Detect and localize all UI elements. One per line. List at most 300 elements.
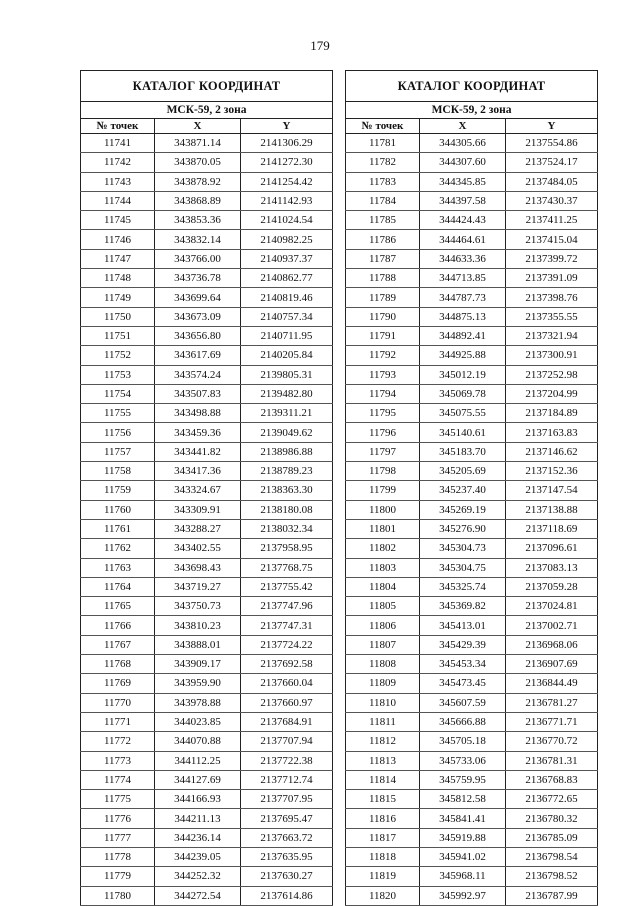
- x-coordinate-cell: 344925.88: [420, 346, 506, 365]
- table-row: [81, 770, 333, 789]
- x-coordinate-cell: 344464.61: [420, 230, 506, 249]
- y-coordinate-cell: 2140862.77: [241, 269, 333, 288]
- catalog-title: КАТАЛОГ КООРДИНАТ: [346, 71, 598, 102]
- x-coordinate-cell: 345012.19: [420, 365, 506, 384]
- point-number-cell: 11814: [346, 770, 420, 789]
- y-coordinate-cell: 2136770.72: [506, 732, 598, 751]
- x-coordinate-cell: 344305.66: [420, 134, 506, 153]
- table-row: [346, 616, 598, 635]
- x-coordinate-cell: 344236.14: [155, 828, 241, 847]
- table-row: [346, 269, 598, 288]
- x-coordinate-cell: 345759.95: [420, 770, 506, 789]
- y-coordinate-cell: 2136785.09: [506, 828, 598, 847]
- table-row: [81, 828, 333, 847]
- y-coordinate-cell: 2141272.30: [241, 153, 333, 172]
- point-number-cell: 11753: [81, 365, 155, 384]
- x-coordinate-cell: 344023.85: [155, 712, 241, 731]
- x-coordinate-cell: 345841.41: [420, 809, 506, 828]
- x-coordinate-cell: 344307.60: [420, 153, 506, 172]
- table-row: [81, 616, 333, 635]
- table-row: [81, 211, 333, 230]
- point-number-cell: 11807: [346, 635, 420, 654]
- point-number-cell: 11761: [81, 519, 155, 538]
- y-coordinate-cell: 2140757.34: [241, 307, 333, 326]
- x-coordinate-cell: 345429.39: [420, 635, 506, 654]
- x-coordinate-cell: 345968.11: [420, 867, 506, 886]
- point-number-cell: 11781: [346, 134, 420, 153]
- point-number-cell: 11769: [81, 674, 155, 693]
- table-body: [81, 134, 333, 906]
- column-header-point: № точек: [346, 119, 420, 134]
- table-row: [81, 423, 333, 442]
- y-coordinate-cell: 2136787.99: [506, 886, 598, 905]
- x-coordinate-cell: 345607.59: [420, 693, 506, 712]
- x-coordinate-cell: 343978.88: [155, 693, 241, 712]
- y-coordinate-cell: 2137430.37: [506, 191, 598, 210]
- x-coordinate-cell: 343871.14: [155, 134, 241, 153]
- y-coordinate-cell: 2136768.83: [506, 770, 598, 789]
- point-number-cell: 11808: [346, 655, 420, 674]
- point-number-cell: 11793: [346, 365, 420, 384]
- x-coordinate-cell: 343853.36: [155, 211, 241, 230]
- point-number-cell: 11767: [81, 635, 155, 654]
- y-coordinate-cell: 2141254.42: [241, 172, 333, 191]
- table-row: [346, 500, 598, 519]
- y-coordinate-cell: 2137152.36: [506, 462, 598, 481]
- point-number-cell: 11786: [346, 230, 420, 249]
- table-row: [81, 847, 333, 866]
- table-row: [346, 134, 598, 153]
- table-row: [81, 519, 333, 538]
- coordinate-system: МСК-59, 2 зона: [81, 102, 333, 119]
- table-body: [346, 134, 598, 906]
- y-coordinate-cell: 2140819.46: [241, 288, 333, 307]
- x-coordinate-cell: 343878.92: [155, 172, 241, 191]
- x-coordinate-cell: 345666.88: [420, 712, 506, 731]
- table-row: [81, 809, 333, 828]
- y-coordinate-cell: 2137768.75: [241, 558, 333, 577]
- point-number-cell: 11818: [346, 847, 420, 866]
- y-coordinate-cell: 2137755.42: [241, 577, 333, 596]
- y-coordinate-cell: 2137163.83: [506, 423, 598, 442]
- table-row: [81, 539, 333, 558]
- y-coordinate-cell: 2137083.13: [506, 558, 598, 577]
- y-coordinate-cell: 2137415.04: [506, 230, 598, 249]
- x-coordinate-cell: 345237.40: [420, 481, 506, 500]
- point-number-cell: 11802: [346, 539, 420, 558]
- x-coordinate-cell: 343574.24: [155, 365, 241, 384]
- x-coordinate-cell: 343417.36: [155, 462, 241, 481]
- y-coordinate-cell: 2137614.86: [241, 886, 333, 905]
- point-number-cell: 11788: [346, 269, 420, 288]
- point-number-cell: 11810: [346, 693, 420, 712]
- y-coordinate-cell: 2137024.81: [506, 597, 598, 616]
- table-row: [346, 346, 598, 365]
- x-coordinate-cell: 345941.02: [420, 847, 506, 866]
- y-coordinate-cell: 2137300.91: [506, 346, 598, 365]
- y-coordinate-cell: 2139049.62: [241, 423, 333, 442]
- x-coordinate-cell: 343888.01: [155, 635, 241, 654]
- x-coordinate-cell: 343699.64: [155, 288, 241, 307]
- x-coordinate-cell: 343656.80: [155, 326, 241, 345]
- point-number-cell: 11774: [81, 770, 155, 789]
- x-coordinate-cell: 343698.43: [155, 558, 241, 577]
- y-coordinate-cell: 2136772.65: [506, 790, 598, 809]
- table-row: [346, 693, 598, 712]
- x-coordinate-cell: 345473.45: [420, 674, 506, 693]
- x-coordinate-cell: 344424.43: [420, 211, 506, 230]
- point-number-cell: 11768: [81, 655, 155, 674]
- table-row: [346, 191, 598, 210]
- table-row: [346, 249, 598, 268]
- y-coordinate-cell: 2139482.80: [241, 384, 333, 403]
- table-row: [346, 172, 598, 191]
- table-row: [81, 462, 333, 481]
- x-coordinate-cell: 345733.06: [420, 751, 506, 770]
- table-row: [81, 288, 333, 307]
- y-coordinate-cell: 2137524.17: [506, 153, 598, 172]
- table-row: [346, 153, 598, 172]
- y-coordinate-cell: 2137118.69: [506, 519, 598, 538]
- x-coordinate-cell: 343324.67: [155, 481, 241, 500]
- y-coordinate-cell: 2137724.22: [241, 635, 333, 654]
- point-number-cell: 11747: [81, 249, 155, 268]
- y-coordinate-cell: 2137399.72: [506, 249, 598, 268]
- x-coordinate-cell: 343870.05: [155, 153, 241, 172]
- x-coordinate-cell: 344787.73: [420, 288, 506, 307]
- point-number-cell: 11799: [346, 481, 420, 500]
- point-number-cell: 11794: [346, 384, 420, 403]
- x-coordinate-cell: 343766.00: [155, 249, 241, 268]
- table-row: [346, 230, 598, 249]
- table-row: [81, 442, 333, 461]
- table-row: [81, 307, 333, 326]
- y-coordinate-cell: 2141024.54: [241, 211, 333, 230]
- y-coordinate-cell: 2137663.72: [241, 828, 333, 847]
- point-number-cell: 11765: [81, 597, 155, 616]
- x-coordinate-cell: 345069.78: [420, 384, 506, 403]
- x-coordinate-cell: 343402.55: [155, 539, 241, 558]
- point-number-cell: 11776: [81, 809, 155, 828]
- table-row: [81, 230, 333, 249]
- y-coordinate-cell: 2139311.21: [241, 404, 333, 423]
- x-coordinate-cell: 343909.17: [155, 655, 241, 674]
- point-number-cell: 11766: [81, 616, 155, 635]
- point-number-cell: 11817: [346, 828, 420, 847]
- point-number-cell: 11816: [346, 809, 420, 828]
- table-row: [346, 867, 598, 886]
- y-coordinate-cell: 2136781.27: [506, 693, 598, 712]
- x-coordinate-cell: 343868.89: [155, 191, 241, 210]
- point-number-cell: 11770: [81, 693, 155, 712]
- point-number-cell: 11760: [81, 500, 155, 519]
- x-coordinate-cell: 344892.41: [420, 326, 506, 345]
- table-row: [346, 558, 598, 577]
- x-coordinate-cell: 344633.36: [420, 249, 506, 268]
- y-coordinate-cell: 2141306.29: [241, 134, 333, 153]
- y-coordinate-cell: 2136968.06: [506, 635, 598, 654]
- point-number-cell: 11741: [81, 134, 155, 153]
- x-coordinate-cell: 345269.19: [420, 500, 506, 519]
- y-coordinate-cell: 2137398.76: [506, 288, 598, 307]
- x-coordinate-cell: 345992.97: [420, 886, 506, 905]
- table-row: [346, 365, 598, 384]
- point-number-cell: 11782: [346, 153, 420, 172]
- table-row: [81, 790, 333, 809]
- x-coordinate-cell: 344345.85: [420, 172, 506, 191]
- x-coordinate-cell: 343719.27: [155, 577, 241, 596]
- x-coordinate-cell: 344127.69: [155, 770, 241, 789]
- table-row: [346, 539, 598, 558]
- point-number-cell: 11815: [346, 790, 420, 809]
- y-coordinate-cell: 2137147.54: [506, 481, 598, 500]
- y-coordinate-cell: 2136798.54: [506, 847, 598, 866]
- x-coordinate-cell: 345140.61: [420, 423, 506, 442]
- x-coordinate-cell: 345205.69: [420, 462, 506, 481]
- table-row: [81, 732, 333, 751]
- point-number-cell: 11773: [81, 751, 155, 770]
- point-number-cell: 11819: [346, 867, 420, 886]
- y-coordinate-cell: 2138986.88: [241, 442, 333, 461]
- point-number-cell: 11749: [81, 288, 155, 307]
- table-row: [81, 597, 333, 616]
- y-coordinate-cell: 2137184.89: [506, 404, 598, 423]
- point-number-cell: 11755: [81, 404, 155, 423]
- coordinate-catalog-right: [345, 70, 598, 906]
- x-coordinate-cell: 343288.27: [155, 519, 241, 538]
- point-number-cell: 11809: [346, 674, 420, 693]
- table-row: [81, 558, 333, 577]
- table-row: [346, 712, 598, 731]
- page-number: 179: [310, 38, 330, 53]
- table-row: [81, 712, 333, 731]
- y-coordinate-cell: 2137722.38: [241, 751, 333, 770]
- y-coordinate-cell: 2138032.34: [241, 519, 333, 538]
- y-coordinate-cell: 2137747.31: [241, 616, 333, 635]
- x-coordinate-cell: 345369.82: [420, 597, 506, 616]
- y-coordinate-cell: 2140205.84: [241, 346, 333, 365]
- table-row: [346, 751, 598, 770]
- point-number-cell: 11771: [81, 712, 155, 731]
- point-number-cell: 11785: [346, 211, 420, 230]
- point-number-cell: 11756: [81, 423, 155, 442]
- column-header-y: Y: [506, 119, 598, 134]
- y-coordinate-cell: 2137204.99: [506, 384, 598, 403]
- x-coordinate-cell: 343441.82: [155, 442, 241, 461]
- table-row: [81, 867, 333, 886]
- y-coordinate-cell: 2137059.28: [506, 577, 598, 596]
- y-coordinate-cell: 2136798.52: [506, 867, 598, 886]
- table-row: [81, 404, 333, 423]
- x-coordinate-cell: 344239.05: [155, 847, 241, 866]
- y-coordinate-cell: 2137391.09: [506, 269, 598, 288]
- table-row: [81, 191, 333, 210]
- table-row: [81, 886, 333, 905]
- y-coordinate-cell: 2137747.96: [241, 597, 333, 616]
- table-row: [346, 828, 598, 847]
- y-coordinate-cell: 2137707.94: [241, 732, 333, 751]
- x-coordinate-cell: 343959.90: [155, 674, 241, 693]
- y-coordinate-cell: 2138789.23: [241, 462, 333, 481]
- x-coordinate-cell: 345304.75: [420, 558, 506, 577]
- x-coordinate-cell: 345413.01: [420, 616, 506, 635]
- x-coordinate-cell: 343832.14: [155, 230, 241, 249]
- point-number-cell: 11777: [81, 828, 155, 847]
- point-number-cell: 11796: [346, 423, 420, 442]
- column-header-point: № точек: [81, 119, 155, 134]
- x-coordinate-cell: 344713.85: [420, 269, 506, 288]
- y-coordinate-cell: 2137692.58: [241, 655, 333, 674]
- y-coordinate-cell: 2136907.69: [506, 655, 598, 674]
- table-row: [346, 462, 598, 481]
- x-coordinate-cell: 344211.13: [155, 809, 241, 828]
- point-number-cell: 11754: [81, 384, 155, 403]
- table-row: [346, 211, 598, 230]
- table-row: [346, 674, 598, 693]
- point-number-cell: 11775: [81, 790, 155, 809]
- point-number-cell: 11780: [81, 886, 155, 905]
- table-row: [81, 384, 333, 403]
- table-row: [81, 249, 333, 268]
- x-coordinate-cell: 345919.88: [420, 828, 506, 847]
- y-coordinate-cell: 2140711.95: [241, 326, 333, 345]
- table-row: [81, 500, 333, 519]
- table-row: [81, 346, 333, 365]
- y-coordinate-cell: 2138363.30: [241, 481, 333, 500]
- x-coordinate-cell: 345304.73: [420, 539, 506, 558]
- point-number-cell: 11806: [346, 616, 420, 635]
- point-number-cell: 11811: [346, 712, 420, 731]
- table-row: [346, 809, 598, 828]
- point-number-cell: 11797: [346, 442, 420, 461]
- point-number-cell: 11820: [346, 886, 420, 905]
- point-number-cell: 11772: [81, 732, 155, 751]
- y-coordinate-cell: 2138180.08: [241, 500, 333, 519]
- column-header-x: X: [155, 119, 241, 134]
- point-number-cell: 11787: [346, 249, 420, 268]
- point-number-cell: 11791: [346, 326, 420, 345]
- point-number-cell: 11763: [81, 558, 155, 577]
- table-row: [81, 365, 333, 384]
- y-coordinate-cell: 2136781.31: [506, 751, 598, 770]
- point-number-cell: 11813: [346, 751, 420, 770]
- point-number-cell: 11759: [81, 481, 155, 500]
- x-coordinate-cell: 343459.36: [155, 423, 241, 442]
- y-coordinate-cell: 2137695.47: [241, 809, 333, 828]
- x-coordinate-cell: 345276.90: [420, 519, 506, 538]
- x-coordinate-cell: 343750.73: [155, 597, 241, 616]
- x-coordinate-cell: 344397.58: [420, 191, 506, 210]
- y-coordinate-cell: 2141142.93: [241, 191, 333, 210]
- x-coordinate-cell: 344112.25: [155, 751, 241, 770]
- y-coordinate-cell: 2137660.04: [241, 674, 333, 693]
- y-coordinate-cell: 2137252.98: [506, 365, 598, 384]
- point-number-cell: 11803: [346, 558, 420, 577]
- y-coordinate-cell: 2137484.05: [506, 172, 598, 191]
- table-row: [346, 847, 598, 866]
- point-number-cell: 11779: [81, 867, 155, 886]
- point-number-cell: 11801: [346, 519, 420, 538]
- point-number-cell: 11762: [81, 539, 155, 558]
- table-row: [346, 655, 598, 674]
- coordinate-catalog-left: [80, 70, 333, 906]
- x-coordinate-cell: 343673.09: [155, 307, 241, 326]
- x-coordinate-cell: 343810.23: [155, 616, 241, 635]
- point-number-cell: 11778: [81, 847, 155, 866]
- column-header-x: X: [420, 119, 506, 134]
- table-row: [346, 790, 598, 809]
- y-coordinate-cell: 2137554.86: [506, 134, 598, 153]
- table-row: [346, 326, 598, 345]
- point-number-cell: 11742: [81, 153, 155, 172]
- x-coordinate-cell: 343617.69: [155, 346, 241, 365]
- point-number-cell: 11751: [81, 326, 155, 345]
- point-number-cell: 11752: [81, 346, 155, 365]
- table-row: [81, 674, 333, 693]
- table-row: [81, 635, 333, 654]
- table-row: [346, 481, 598, 500]
- y-coordinate-cell: 2137707.95: [241, 790, 333, 809]
- table-row: [346, 288, 598, 307]
- table-row: [346, 519, 598, 538]
- y-coordinate-cell: 2137138.88: [506, 500, 598, 519]
- y-coordinate-cell: 2137630.27: [241, 867, 333, 886]
- y-coordinate-cell: 2137660.97: [241, 693, 333, 712]
- x-coordinate-cell: 343498.88: [155, 404, 241, 423]
- x-coordinate-cell: 344166.93: [155, 790, 241, 809]
- table-row: [346, 384, 598, 403]
- table-row: [346, 423, 598, 442]
- point-number-cell: 11746: [81, 230, 155, 249]
- point-number-cell: 11748: [81, 269, 155, 288]
- table-row: [346, 732, 598, 751]
- x-coordinate-cell: 344252.32: [155, 867, 241, 886]
- point-number-cell: 11804: [346, 577, 420, 596]
- y-coordinate-cell: 2137411.25: [506, 211, 598, 230]
- y-coordinate-cell: 2137684.91: [241, 712, 333, 731]
- y-coordinate-cell: 2136844.49: [506, 674, 598, 693]
- point-number-cell: 11784: [346, 191, 420, 210]
- table-row: [81, 153, 333, 172]
- point-number-cell: 11758: [81, 462, 155, 481]
- point-number-cell: 11764: [81, 577, 155, 596]
- table-row: [346, 307, 598, 326]
- table-row: [346, 577, 598, 596]
- point-number-cell: 11757: [81, 442, 155, 461]
- table-row: [81, 655, 333, 674]
- table-row: [81, 172, 333, 191]
- table-row: [346, 635, 598, 654]
- table-row: [81, 751, 333, 770]
- point-number-cell: 11792: [346, 346, 420, 365]
- y-coordinate-cell: 2137712.74: [241, 770, 333, 789]
- table-row: [346, 404, 598, 423]
- y-coordinate-cell: 2137146.62: [506, 442, 598, 461]
- table-row: [346, 597, 598, 616]
- point-number-cell: 11812: [346, 732, 420, 751]
- column-header-y: Y: [241, 119, 333, 134]
- x-coordinate-cell: 345812.58: [420, 790, 506, 809]
- point-number-cell: 11783: [346, 172, 420, 191]
- point-number-cell: 11789: [346, 288, 420, 307]
- y-coordinate-cell: 2136780.32: [506, 809, 598, 828]
- x-coordinate-cell: 345183.70: [420, 442, 506, 461]
- y-coordinate-cell: 2137321.94: [506, 326, 598, 345]
- x-coordinate-cell: 345453.34: [420, 655, 506, 674]
- table-row: [346, 886, 598, 905]
- y-coordinate-cell: 2137096.61: [506, 539, 598, 558]
- y-coordinate-cell: 2137958.95: [241, 539, 333, 558]
